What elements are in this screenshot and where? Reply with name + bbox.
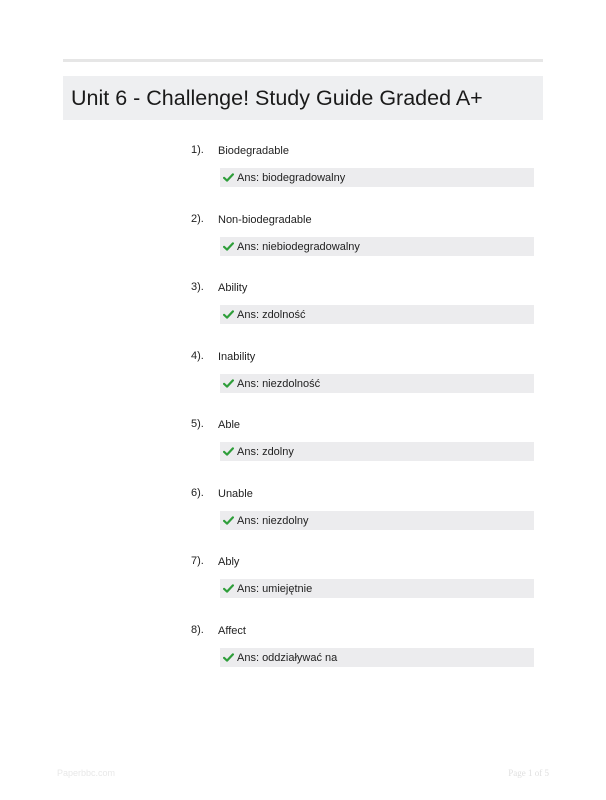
answer-text: Ans: niebiodegradowalny — [237, 240, 360, 253]
question-term: Biodegradable — [218, 145, 289, 157]
question-term: Affect — [218, 625, 246, 637]
question-term: Able — [218, 419, 241, 431]
page-number: Page 1 of 5 — [508, 768, 549, 778]
question-number: 5). — [191, 418, 204, 430]
check-icon — [223, 446, 234, 457]
question-term: Ability — [218, 282, 248, 294]
question-item — [0, 624, 606, 684]
check-icon — [223, 309, 234, 320]
answer-text: Ans: niezdolny — [237, 514, 309, 527]
answer-text: Ans: umiejętnie — [237, 582, 313, 595]
question-item — [0, 350, 606, 410]
answer-box — [220, 168, 534, 187]
question-number: 2). — [191, 213, 204, 225]
question-item — [0, 487, 606, 547]
question-item — [0, 555, 606, 615]
answer-box — [220, 442, 534, 461]
question-term: Inability — [218, 351, 256, 363]
answer-box — [220, 237, 534, 256]
page-title: Unit 6 - Challenge! Study Guide Graded A+ — [71, 85, 483, 110]
question-item — [0, 418, 606, 478]
question-number: 8). — [191, 624, 204, 636]
title-bar — [63, 76, 543, 120]
question-number: 3). — [191, 281, 204, 293]
question-number: 6). — [191, 487, 204, 499]
answer-text: Ans: oddziaływać na — [237, 651, 338, 664]
answer-text: Ans: niezdolność — [237, 377, 321, 390]
question-term: Non-biodegradable — [218, 214, 312, 226]
check-icon — [223, 652, 234, 663]
answer-box — [220, 511, 534, 530]
question-number: 4). — [191, 350, 204, 362]
answer-box — [220, 579, 534, 598]
answer-text: Ans: biodegradowalny — [237, 171, 346, 184]
check-icon — [223, 241, 234, 252]
question-item — [0, 213, 606, 273]
answer-box — [220, 374, 534, 393]
footer-watermark: Paperbbc.com — [57, 768, 116, 778]
question-term: Unable — [218, 488, 253, 500]
answer-box — [220, 305, 534, 324]
check-icon — [223, 583, 234, 594]
answer-text: Ans: zdolność — [237, 308, 306, 321]
answer-text: Ans: zdolny — [237, 445, 294, 458]
question-number: 1). — [191, 144, 204, 156]
question-term: Ably — [218, 556, 240, 568]
question-item — [0, 144, 606, 204]
question-number: 7). — [191, 555, 204, 567]
check-icon — [223, 378, 234, 389]
question-item — [0, 281, 606, 341]
check-icon — [223, 515, 234, 526]
answer-box — [220, 648, 534, 667]
check-icon — [223, 172, 234, 183]
top-divider — [63, 59, 543, 62]
